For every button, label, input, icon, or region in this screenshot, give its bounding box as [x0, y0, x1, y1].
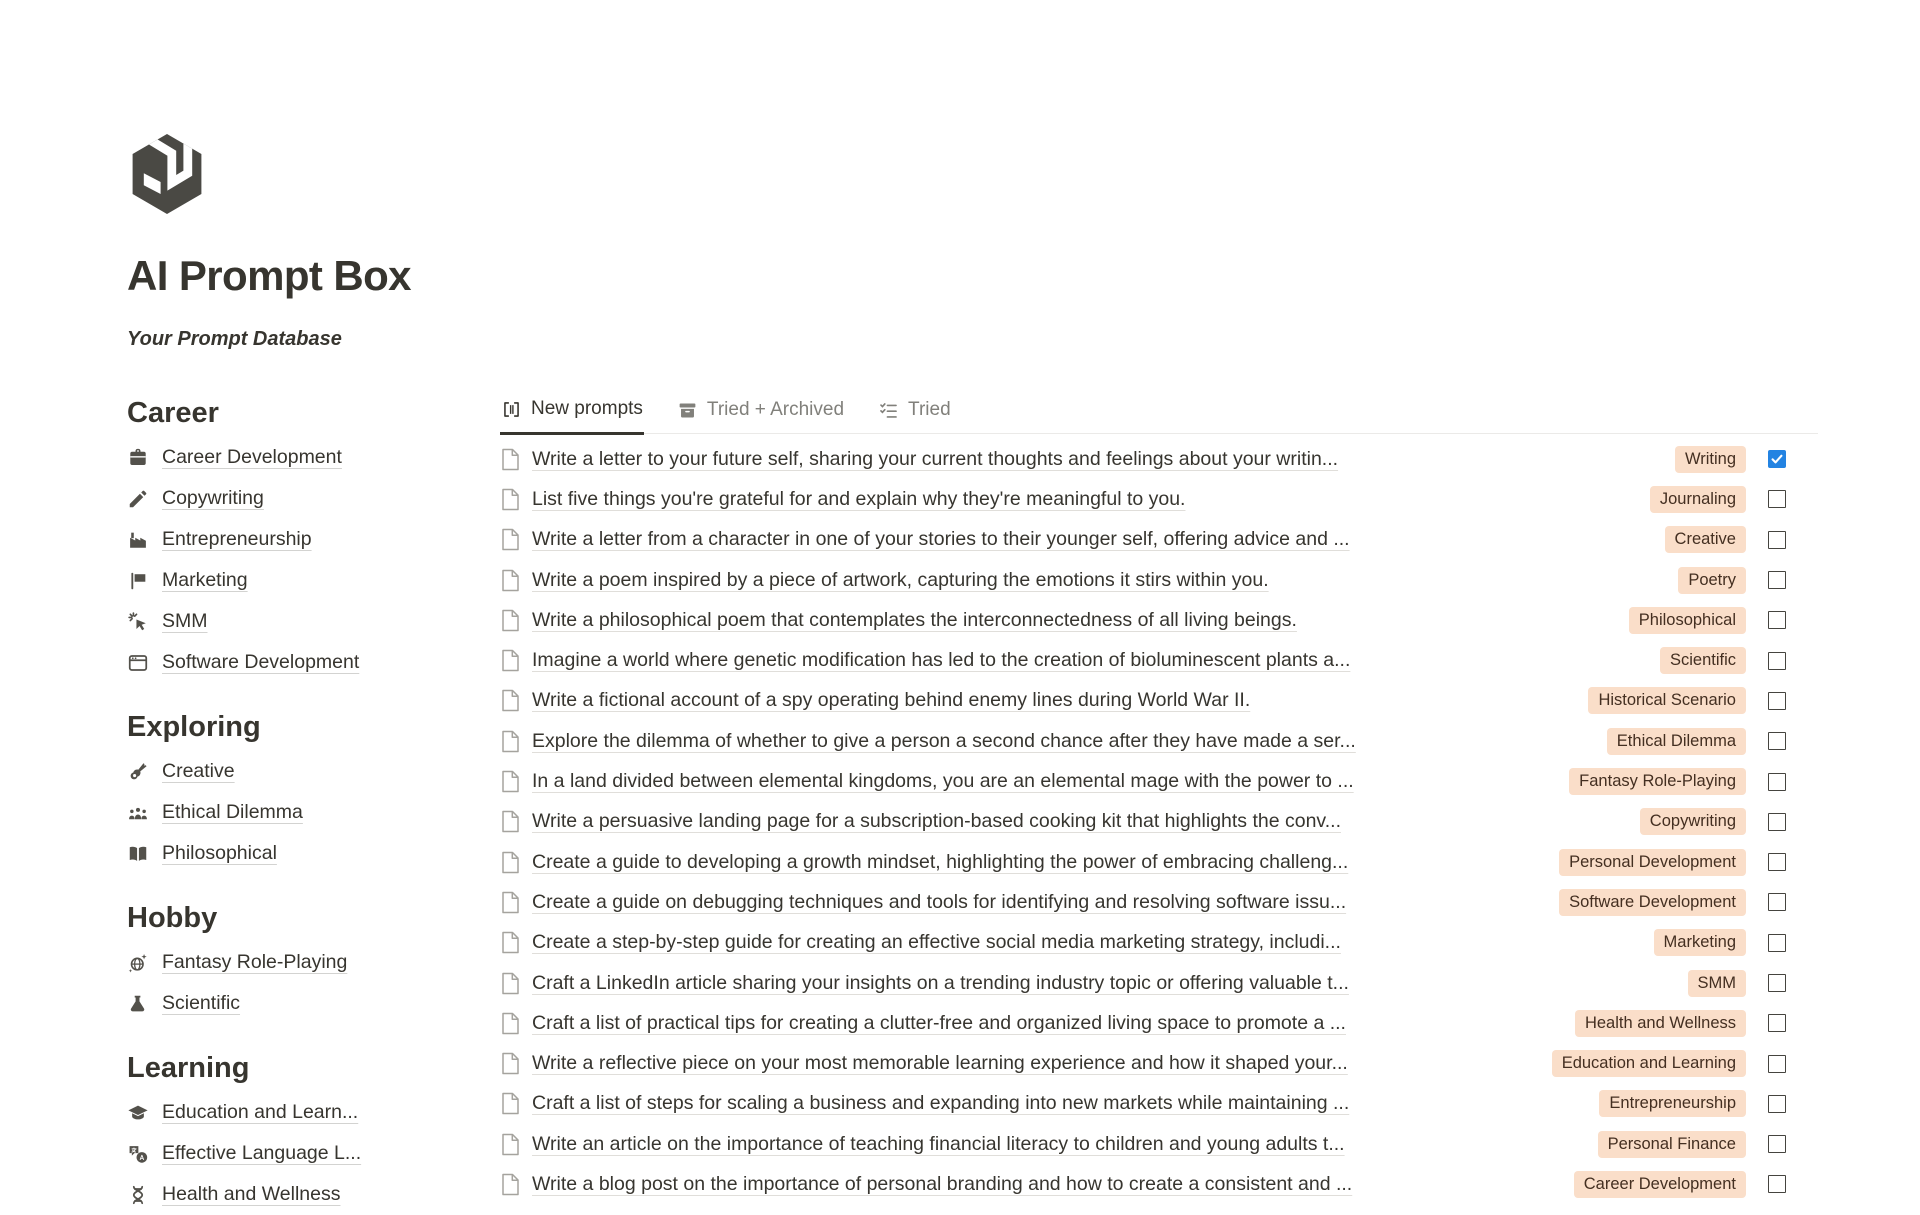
row-checkbox[interactable]	[1768, 1014, 1786, 1032]
sidebar-item-marketing[interactable]	[127, 560, 477, 601]
page-icon	[500, 488, 521, 511]
sidebar	[127, 130, 477, 1215]
row-tag: Writing	[1675, 446, 1746, 473]
tab-label: Tried + Archived	[706, 399, 845, 420]
sidebar-item-label: Education and Learn...	[162, 1101, 359, 1123]
page-icon	[500, 851, 521, 874]
row-checkbox[interactable]	[1768, 571, 1786, 589]
row-prompt-title[interactable]: Craft a LinkedIn article sharing your insights on a trending industry topic or offering valuable t...	[532, 971, 1349, 994]
browser-window-icon	[127, 652, 149, 674]
table-row	[500, 923, 1818, 963]
table-row	[500, 600, 1818, 640]
page-icon	[500, 972, 521, 995]
row-checkbox[interactable]	[1768, 1095, 1786, 1113]
page-icon	[500, 689, 521, 712]
sidebar-item-effective-language-l[interactable]	[127, 1133, 477, 1174]
sidebar-item-label: SMM	[162, 610, 208, 632]
main-content	[500, 398, 1818, 1205]
open-book-icon	[127, 843, 149, 865]
sidebar-item-label: Scientific	[162, 992, 241, 1014]
sidebar-item-label: Health and Wellness	[162, 1183, 341, 1205]
row-prompt-title[interactable]: Explore the dilemma of whether to give a person a second chance after they have made a ser...	[532, 729, 1356, 752]
row-checkbox[interactable]	[1768, 773, 1786, 791]
row-tag: Software Development	[1559, 889, 1746, 916]
sidebar-item-philosophical[interactable]	[127, 833, 477, 874]
sidebar-item-label: Ethical Dilemma	[162, 801, 303, 823]
row-checkbox[interactable]	[1768, 490, 1786, 508]
sidebar-item-label: Copywriting	[162, 487, 264, 509]
sidebar-section-learning	[127, 1050, 477, 1215]
page-icon	[500, 569, 521, 592]
row-tag: Personal Development	[1559, 849, 1746, 876]
row-tag: Ethical Dilemma	[1607, 728, 1746, 755]
row-prompt-title[interactable]: Write a reflective piece on your most memorable learning experience and how it shaped your...	[532, 1052, 1348, 1075]
row-checkbox[interactable]	[1768, 1175, 1786, 1193]
row-prompt-title[interactable]: Write a fictional account of a spy operating behind enemy lines during World War II.	[532, 689, 1251, 712]
row-tag: SMM	[1688, 970, 1747, 997]
translate-icon	[127, 1143, 149, 1165]
page-icon	[500, 931, 521, 954]
row-checkbox[interactable]	[1768, 893, 1786, 911]
row-prompt-title[interactable]: List five things you're grateful for and explain why they're meaningful to you.	[532, 487, 1186, 510]
sidebar-item-fantasy-role-playing[interactable]	[127, 942, 477, 983]
row-checkbox[interactable]	[1768, 813, 1786, 831]
sidebar-item-creative[interactable]	[127, 751, 477, 792]
row-prompt-title[interactable]: Craft a list of practical tips for creating a clutter-free and organized living space to promote a ...	[532, 1011, 1346, 1034]
archive-icon	[677, 400, 698, 421]
sidebar-item-label: Career Development	[162, 446, 342, 468]
page-icon	[500, 1133, 521, 1156]
flag-icon	[127, 570, 149, 592]
row-tag: Scientific	[1660, 647, 1746, 674]
row-checkbox[interactable]	[1768, 1055, 1786, 1073]
section-heading: Career	[127, 397, 219, 429]
page-icon	[500, 1092, 521, 1115]
sidebar-item-label: Fantasy Role-Playing	[162, 951, 348, 973]
section-heading: Exploring	[127, 711, 261, 743]
view-tabs	[500, 398, 1818, 434]
row-tag: Historical Scenario	[1588, 687, 1746, 714]
page-icon	[500, 730, 521, 753]
table-row	[500, 560, 1818, 600]
row-prompt-title[interactable]: Write a letter from a character in one of your stories to their younger self, offering advice and ...	[532, 528, 1350, 551]
page-icon	[500, 891, 521, 914]
sidebar-item-label: Creative	[162, 760, 235, 782]
prompt-table	[500, 439, 1818, 1205]
sidebar-item-career-development[interactable]	[127, 437, 477, 478]
tab-tried-archived[interactable]	[676, 399, 845, 433]
table-row	[500, 439, 1818, 479]
factory-icon	[127, 529, 149, 551]
sidebar-item-smm[interactable]	[127, 601, 477, 642]
briefcase-icon	[127, 447, 149, 469]
row-tag: Health and Wellness	[1575, 1010, 1746, 1037]
table-row	[500, 802, 1818, 842]
flask-icon	[127, 993, 149, 1015]
section-heading: Learning	[127, 1052, 250, 1084]
graduation-cap-icon	[127, 1102, 149, 1124]
table-row	[500, 479, 1818, 519]
row-prompt-title[interactable]: Write a letter to your future self, sharing your current thoughts and feelings about your writin...	[532, 447, 1339, 470]
row-tag: Career Development	[1574, 1171, 1746, 1198]
table-row	[500, 1043, 1818, 1083]
tab-label: New prompts	[531, 398, 643, 419]
sidebar-item-label: Effective Language L...	[162, 1142, 362, 1164]
sidebar-item-health-and-wellness[interactable]	[127, 1174, 477, 1215]
tab-label: Tried	[908, 399, 951, 420]
table-view-icon	[501, 399, 522, 420]
table-row	[500, 640, 1818, 680]
row-checkbox[interactable]	[1768, 652, 1786, 670]
row-tag: Entrepreneurship	[1599, 1090, 1746, 1117]
page-icon	[500, 448, 521, 471]
table-row	[500, 963, 1818, 1003]
row-tag: Education and Learning	[1552, 1050, 1746, 1077]
tab-tried[interactable]	[877, 399, 952, 433]
sidebar-section-hobby	[127, 900, 477, 1024]
row-prompt-title[interactable]: Create a guide on debugging techniques and tools for identifying and resolving software issu...	[532, 890, 1347, 913]
sidebar-item-entrepreneurship[interactable]	[127, 519, 477, 560]
row-tag: Personal Finance	[1598, 1131, 1746, 1158]
row-tag: Copywriting	[1640, 808, 1746, 835]
sidebar-item-education-and-learn[interactable]	[127, 1092, 477, 1133]
guitar-icon	[127, 761, 149, 783]
sidebar-item-copywriting[interactable]	[127, 478, 477, 519]
table-row	[500, 721, 1818, 761]
row-tag: Creative	[1665, 526, 1746, 553]
box-package-icon	[127, 130, 207, 218]
page-icon	[500, 810, 521, 833]
row-checkbox[interactable]	[1768, 974, 1786, 992]
page-icon	[500, 770, 521, 793]
row-checkbox[interactable]	[1768, 531, 1786, 549]
table-row	[500, 882, 1818, 922]
row-checkbox[interactable]	[1768, 450, 1786, 468]
table-row	[500, 1124, 1818, 1164]
row-checkbox[interactable]	[1768, 732, 1786, 750]
page-icon	[500, 1173, 521, 1196]
table-row	[500, 681, 1818, 721]
row-checkbox[interactable]	[1768, 611, 1786, 629]
row-checkbox[interactable]	[1768, 692, 1786, 710]
table-row	[500, 1003, 1818, 1043]
table-row	[500, 520, 1818, 560]
sidebar-sections	[127, 395, 477, 1215]
tab-new-prompts[interactable]	[500, 398, 644, 435]
sidebar-item-software-development[interactable]	[127, 642, 477, 683]
section-heading: Hobby	[127, 902, 218, 934]
row-prompt-title[interactable]: Create a guide to developing a growth mindset, highlighting the power of embracing challeng...	[532, 850, 1349, 873]
cursor-click-icon	[127, 611, 149, 633]
row-checkbox[interactable]	[1768, 934, 1786, 952]
sidebar-item-scientific[interactable]	[127, 983, 477, 1024]
row-prompt-title[interactable]: Write an article on the importance of teaching financial literacy to children and young adults t...	[532, 1132, 1345, 1155]
sidebar-item-label: Entrepreneurship	[162, 528, 312, 550]
table-row	[500, 1084, 1818, 1124]
row-prompt-title[interactable]: Imagine a world where genetic modification has led to the creation of bioluminescent plants a...	[532, 649, 1351, 672]
page-icon	[500, 1052, 521, 1075]
page-icon	[500, 649, 521, 672]
page-icon	[500, 609, 521, 632]
dna-icon	[127, 1184, 149, 1206]
row-prompt-title[interactable]: Write a blog post on the importance of personal branding and how to create a consistent and ...	[532, 1172, 1353, 1195]
page-title: AI Prompt Box	[127, 252, 411, 299]
table-row	[500, 842, 1818, 882]
row-prompt-title[interactable]: Craft a list of steps for scaling a business and expanding into new markets while maintaining ...	[532, 1092, 1350, 1115]
row-prompt-title[interactable]: Write a persuasive landing page for a subscription-based cooking kit that highlights the conv...	[532, 810, 1341, 833]
row-prompt-title[interactable]: Write a poem inspired by a piece of artwork, capturing the emotions it stirs within you.	[532, 568, 1269, 591]
people-group-icon	[127, 802, 149, 824]
page-icon	[500, 1012, 521, 1035]
sidebar-item-label: Marketing	[162, 569, 248, 591]
row-tag: Poetry	[1678, 567, 1746, 594]
row-checkbox[interactable]	[1768, 853, 1786, 871]
table-row	[500, 761, 1818, 801]
pencil-icon	[127, 488, 149, 510]
sidebar-item-label: Philosophical	[162, 842, 277, 864]
page-subtitle: Your Prompt Database	[127, 328, 342, 350]
row-tag: Marketing	[1654, 929, 1746, 956]
row-prompt-title[interactable]: Create a step-by-step guide for creating an effective social media marketing strategy, includi...	[532, 931, 1341, 954]
globe-sparkle-icon	[127, 952, 149, 974]
row-tag: Philosophical	[1629, 607, 1746, 634]
sidebar-item-ethical-dilemma[interactable]	[127, 792, 477, 833]
row-prompt-title[interactable]: Write a philosophical poem that contemplates the interconnectedness of all living beings.	[532, 608, 1297, 631]
checklist-icon	[878, 400, 899, 421]
sidebar-item-label: Software Development	[162, 651, 360, 673]
page-icon	[500, 528, 521, 551]
row-tag: Fantasy Role-Playing	[1569, 768, 1746, 795]
row-tag: Journaling	[1650, 486, 1746, 513]
row-checkbox[interactable]	[1768, 1135, 1786, 1153]
sidebar-section-exploring	[127, 709, 477, 874]
row-prompt-title[interactable]: In a land divided between elemental kingdoms, you are an elemental mage with the power to ...	[532, 770, 1354, 793]
sidebar-section-career	[127, 395, 477, 683]
